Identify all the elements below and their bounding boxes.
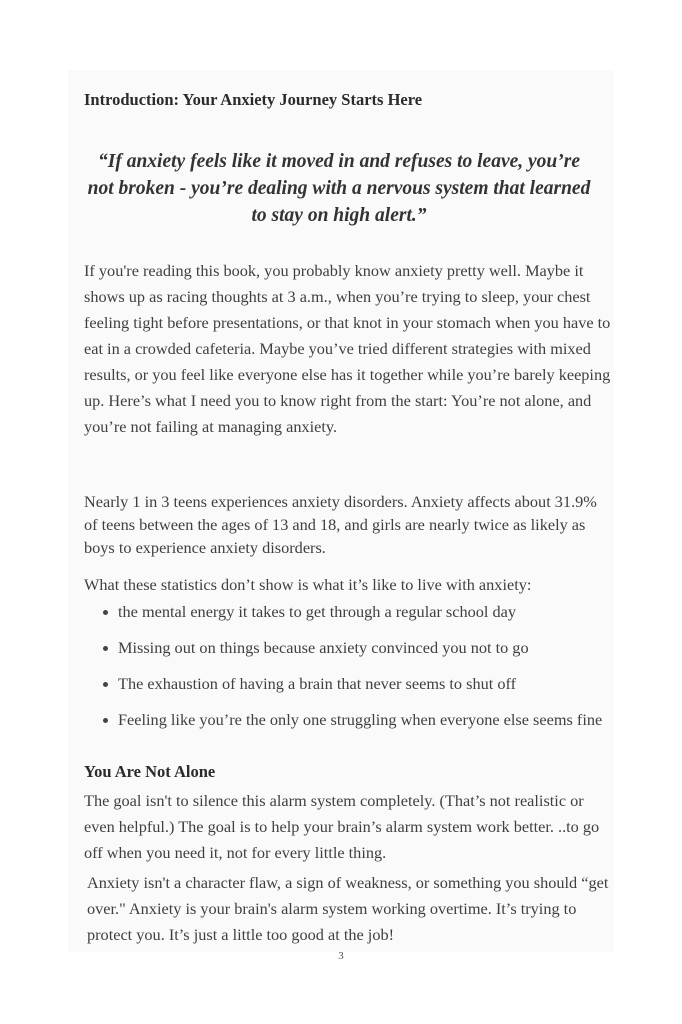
statistics-lead-in: What these statistics don’t show is what it’s like to live with anxiety:	[84, 575, 532, 594]
list-item: The exhaustion of having a brain that never seems to shut off	[84, 672, 614, 695]
list-item: Missing out on things because anxiety convinced you not to go	[84, 636, 614, 659]
page-number: 3	[338, 950, 344, 962]
list-item: Feeling like you’re the only one struggling when everyone else seems fine	[84, 708, 614, 731]
statistics-paragraph: Nearly 1 in 3 teens experiences anxiety disorders. Anxiety affects about 31.9% of teens between the ages of 13 and 18, and girls are nearly twice as likely as boys to experience anxiety disorders.	[84, 492, 597, 557]
book-page	[68, 70, 614, 952]
goal-paragraph: The goal isn't to silence this alarm system completely. (That’s not realistic or even helpful.) The goal is to help your brain’s alarm system work better. ..to go off when you need it, not for every little thing.	[84, 791, 600, 862]
anxiety-effects-list	[84, 600, 614, 731]
intro-paragraph: If you're reading this book, you probably know anxiety pretty well. Maybe it shows up as racing thoughts at 3 a.m., when you’re trying to sleep, your chest feeling tight before presentations, or that knot in your stomach when you have to eat in a crowded cafeteria. Maybe you’ve tried different strategies with mixed results, or you feel like everyone else has it together while you’re barely keeping up. Here’s what I need you to know right from the start: You’re not alone, and you’re not failing at managing anxiety.	[84, 261, 611, 436]
list-item: the mental energy it takes to get through a regular school day	[84, 600, 614, 623]
section-heading: You Are Not Alone	[84, 762, 216, 781]
epigraph-quote: “If anxiety feels like it moved in and refuses to leave, you’re not broken - you’re dealing with a nervous system that learned to stay on high alert.”	[87, 151, 591, 226]
chapter-heading: Introduction: Your Anxiety Journey Starts Here	[84, 90, 423, 109]
alarm-system-paragraph: Anxiety isn't a character flaw, a sign of weakness, or something you should “get over." Anxiety is your brain's alarm system working overtime. It’s trying to protect you. It’s just a little too good at the job!	[87, 873, 609, 944]
